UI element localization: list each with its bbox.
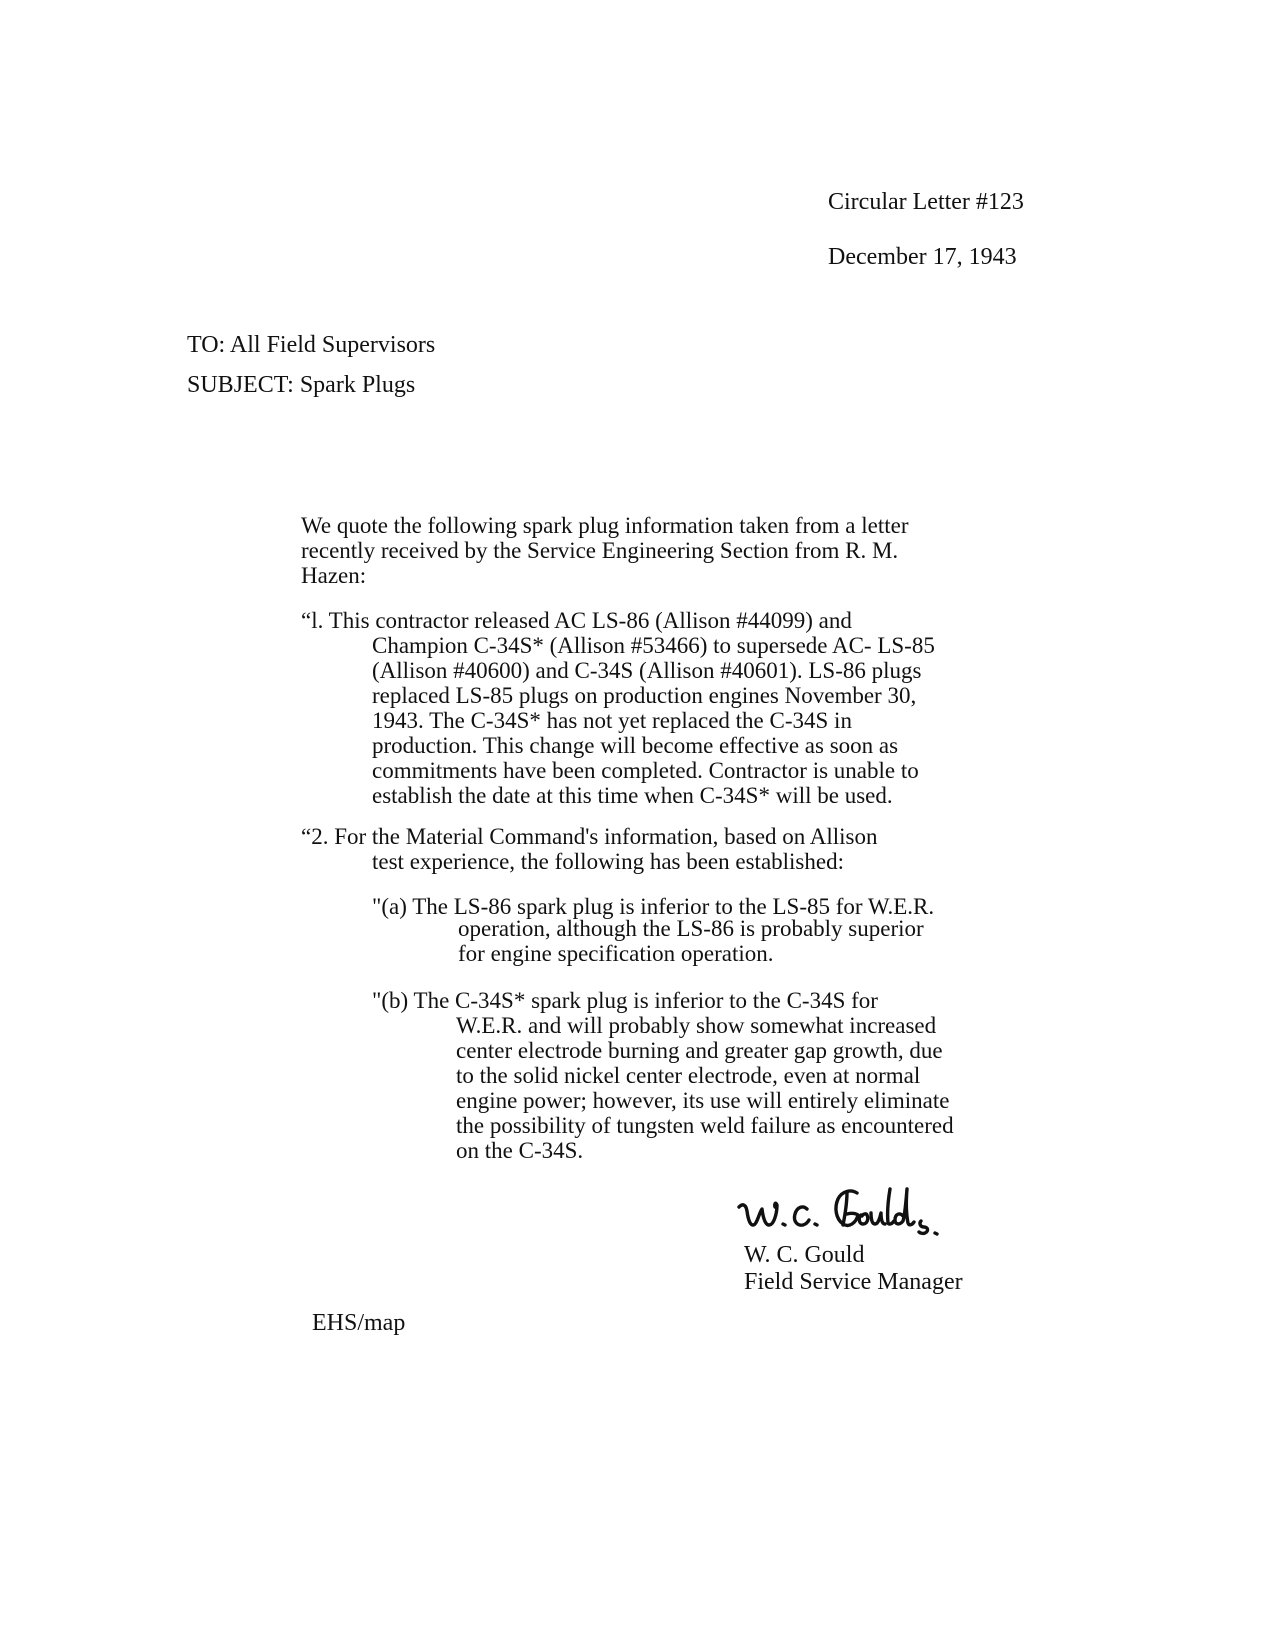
letter-date: December 17, 1943: [828, 244, 1017, 270]
to-line: TO: All Field Supervisors: [187, 332, 436, 358]
signer-name: W. C. Gould: [744, 1242, 865, 1268]
item-2b-first-line: "(b) The C-34S* spark plug is inferior to the C-34S for: [372, 988, 878, 1013]
item-2a-line: for engine specification operation.: [458, 941, 774, 966]
item-1-line: Champion C-34S* (Allison #53466) to supersede AC- LS-85: [372, 633, 935, 658]
letter-number: Circular Letter #123: [828, 189, 1024, 215]
item-2a-paragraph: [372, 894, 934, 966]
item-1-line: commitments have been completed. Contractor is unable to: [372, 758, 919, 783]
item-2b-line: W.E.R. and will probably show somewhat increased: [456, 1013, 937, 1038]
subject-line: SUBJECT: Spark Plugs: [187, 372, 416, 398]
typist-initials: EHS/map: [312, 1310, 406, 1336]
item-2a-line: operation, although the LS-86 is probably superior: [458, 916, 924, 941]
item-1-line: (Allison #40600) and C-34S (Allison #40601). LS-86 plugs: [372, 658, 922, 683]
item-1-first-line: “l. This contractor released AC LS-86 (Allison #44099) and: [301, 608, 852, 633]
intro-line: We quote the following spark plug information taken from a letter: [301, 513, 909, 538]
item-2-line: test experience, the following has been established:: [372, 849, 844, 874]
item-1-line: 1943. The C-34S* has not yet replaced the C-34S in: [372, 708, 852, 733]
item-1-line: production. This change will become effective as soon as: [372, 733, 899, 758]
item-1-line: replaced LS-85 plugs on production engines November 30,: [372, 683, 917, 708]
intro-line: recently received by the Service Engineering Section from R. M.: [301, 538, 899, 563]
item-1-paragraph: [301, 608, 935, 808]
handwritten-signature: [735, 1183, 945, 1239]
item-2b-line: to the solid nickel center electrode, even at normal: [456, 1063, 921, 1088]
item-1-line: establish the date at this time when C-34S* will be used.: [372, 783, 893, 808]
item-2-first-line: “2. For the Material Command's information, based on Allison: [301, 824, 878, 849]
item-2-paragraph: [301, 824, 878, 874]
item-2b-line: center electrode burning and greater gap growth, due: [456, 1038, 943, 1063]
signer-title: Field Service Manager: [744, 1269, 963, 1295]
intro-paragraph: [301, 513, 908, 588]
item-2b-line: the possibility of tungsten weld failure as encountered: [456, 1113, 954, 1138]
item-2b-paragraph: [372, 988, 954, 1163]
intro-line: Hazen:: [301, 563, 367, 588]
item-2b-line: engine power; however, its use will entirely eliminate: [456, 1088, 950, 1113]
item-2a-first-line: "(a) The LS-86 spark plug is inferior to the LS-85 for W.E.R.: [372, 894, 935, 919]
item-2b-line: on the C-34S.: [456, 1138, 584, 1163]
